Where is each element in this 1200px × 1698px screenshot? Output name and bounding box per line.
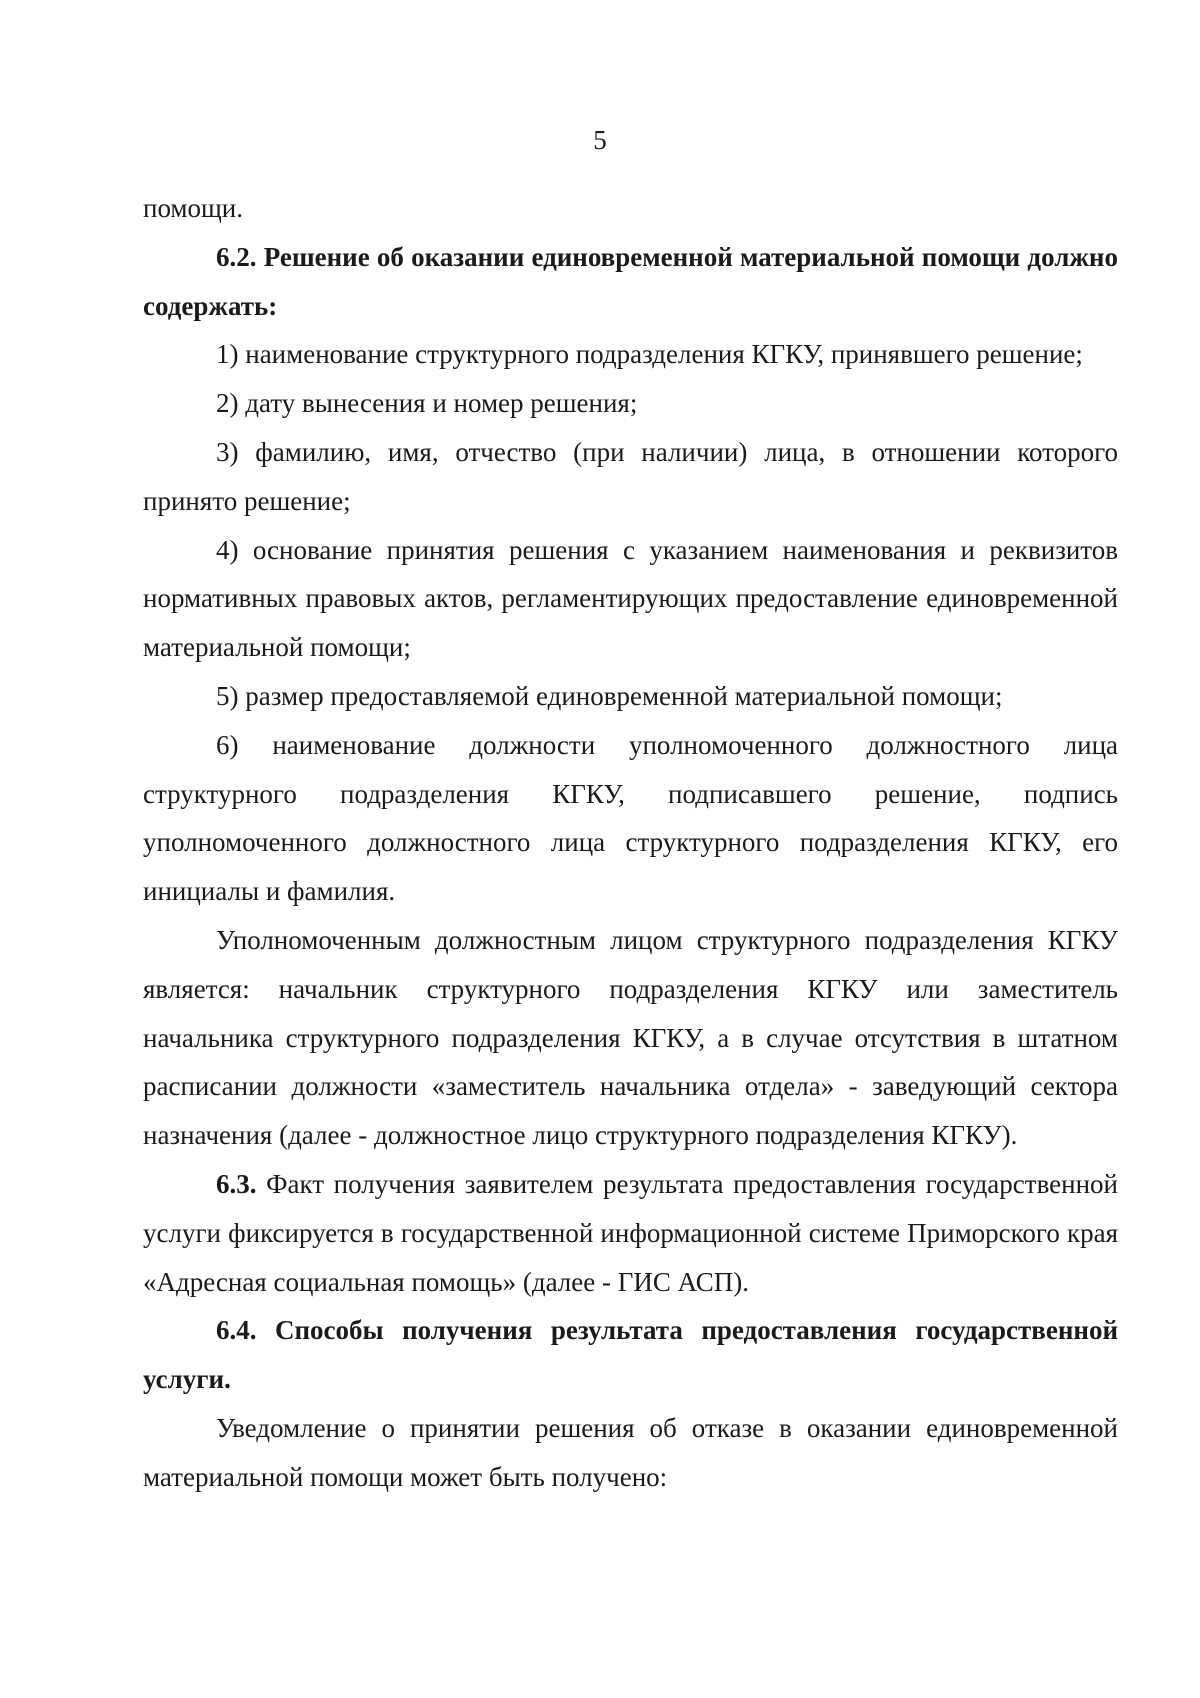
paragraph-notification: Уведомление о принятии решения об отказе в оказании единовременной материальной помощи может быть получено:	[143, 1412, 1118, 1492]
list-item-6: 6) наименование должности уполномоченного должностного лица структурного подразделения КГКУ, подписавшего решение, подпись уполномоченного должностного лица структурного подразделения КГКУ, его инициалы и фамилия.	[143, 729, 1118, 907]
paragraph-authorized-official: Уполномоченным должностным лицом структурного подразделения КГКУ является: начальник структурного подразделения КГКУ или заместитель начальника структурного подразделения КГКУ, а в случае отсутствия в штатном расписании должности «заместитель начальника отдела» - заведующий сектора назначения (далее - должностное лицо структурного подразделения КГКУ).	[143, 924, 1118, 1151]
section-heading-6-2	[143, 233, 1118, 331]
section-paragraph-6-3	[143, 1160, 1118, 1306]
list-item-2: 2) дату вынесения и номер решения;	[216, 388, 638, 419]
list-item-3: 3) фамилию, имя, отчество (при наличии) лица, в отношении которого принято решение;	[143, 436, 1118, 516]
section-heading-6-4-text: 6.4. Способы получения результата предоставления государственной услуги.	[143, 1315, 1118, 1395]
list-item-4: 4) основание принятия решения с указанием наименования и реквизитов нормативных правовых актов, регламентирующих предоставление единовременной материальной помощи;	[143, 534, 1118, 663]
list-item-5: 5) размер предоставляемой единовременной материальной помощи;	[216, 680, 1003, 711]
section-heading-6-2-text: 6.2. Решение об оказании единовременной материальной помощи должно содержать:	[143, 241, 1118, 321]
section-text-6-3: Факт получения заявителем результата предоставления государственной услуги фиксируется в государственной информационной системе Приморского края «Адресная социальная помощь» (далее - ГИС АСП).	[143, 1168, 1118, 1297]
document-body	[143, 184, 1118, 1502]
list-item-1: 1) наименование структурного подразделения КГКУ, принявшего решение;	[216, 339, 1083, 370]
paragraph-continuation: помощи.	[143, 193, 244, 223]
page-number: 5	[593, 125, 607, 155]
section-heading-6-4	[143, 1306, 1118, 1404]
section-number-6-3: 6.3.	[216, 1168, 257, 1199]
